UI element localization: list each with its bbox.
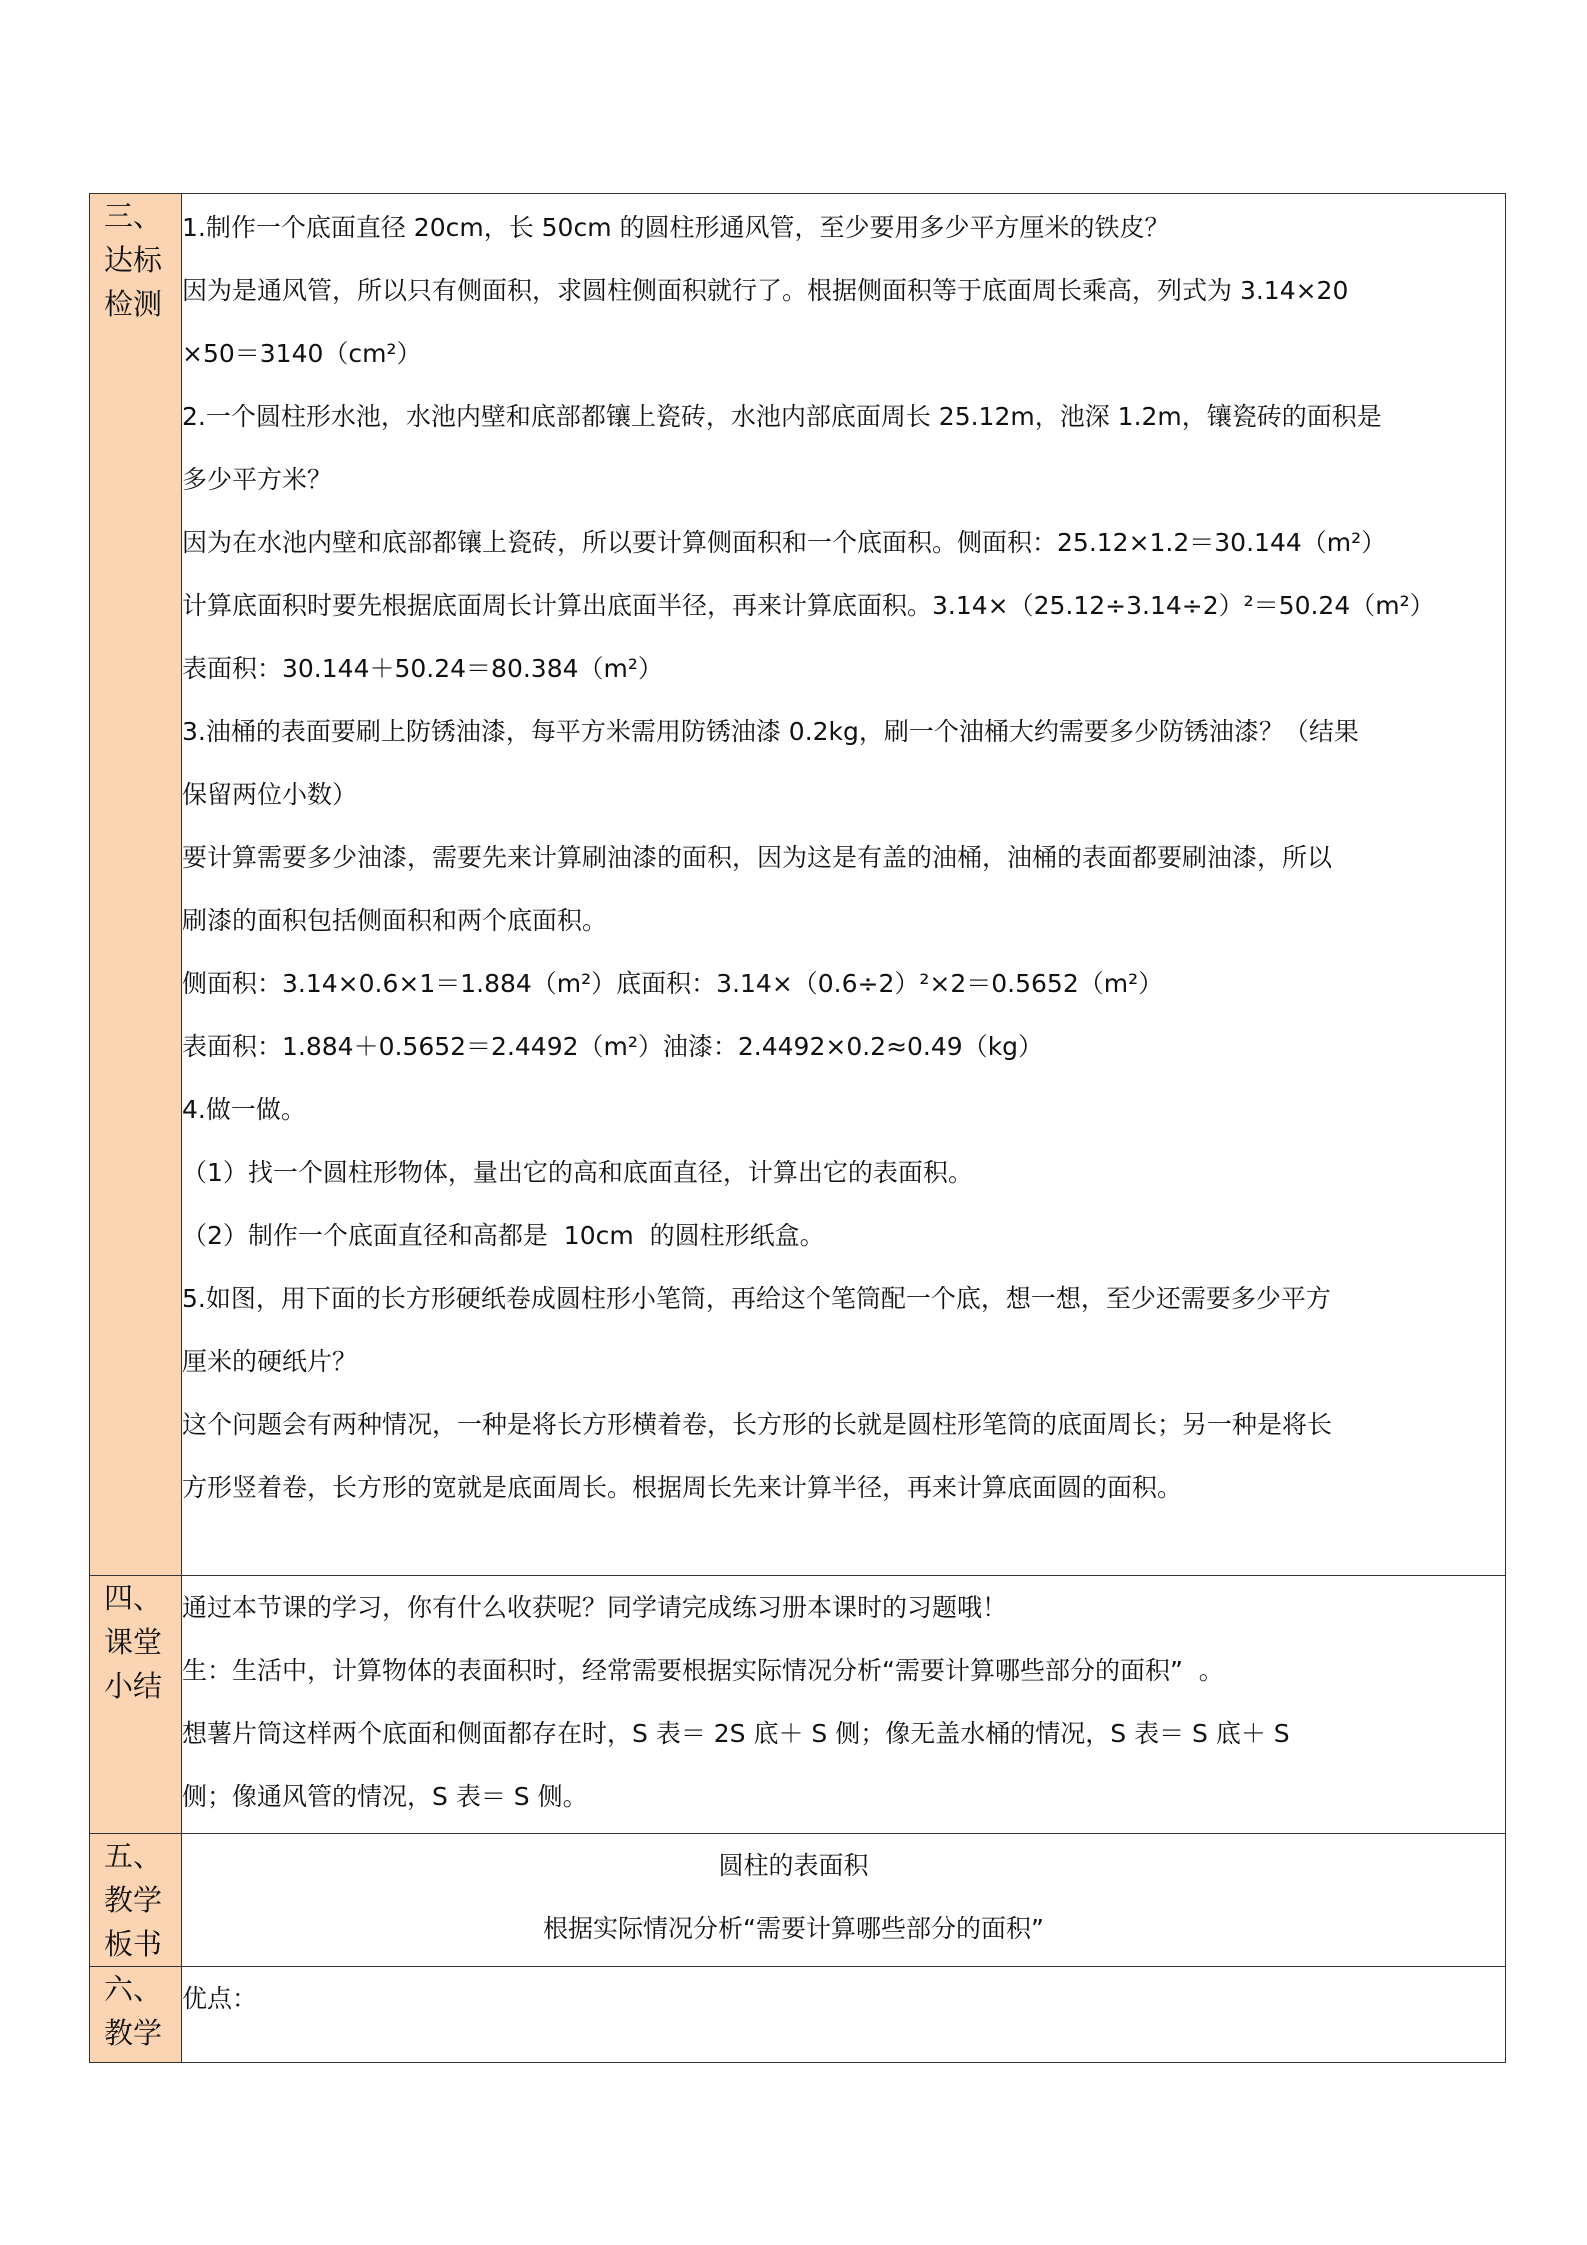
text-line: 5.如图，用下面的长方形硬纸卷成圆柱形小笔筒，再给这个笔筒配一个底，想一想，至少还需要多少平方 — [182, 1284, 1331, 1313]
text-line: 表面积：1.884＋0.5652＝2.4492（m²）油漆：2.4492×0.2≈0.49（kg） — [182, 1032, 1044, 1061]
section-row-dabiao-jiance — [90, 194, 1506, 1576]
section-label-cell — [90, 1967, 182, 2063]
text-line: 计算底面积时要先根据底面周长计算出底面半径，再来计算底面积。3.14×（25.12÷3.14÷2）²＝50.24（m²） — [182, 591, 1435, 620]
text-line: 多少平方米？ — [182, 465, 333, 494]
section-row-ketang-xiaojie — [90, 1576, 1506, 1834]
text-line: 1.制作一个底面直径 20cm，长 50cm 的圆柱形通风管，至少要用多少平方厘米的铁皮？ — [182, 213, 1170, 242]
section-label-cell — [90, 1834, 182, 1967]
section-label-cell — [90, 1576, 182, 1834]
text-line: 表面积：30.144＋50.24＝80.384（m²） — [182, 654, 663, 683]
text-line: 通过本节课的学习，你有什么收获呢？同学请完成练习册本课时的习题哦！ — [182, 1593, 1008, 1622]
section-label: 五、 教学 板书 — [104, 1839, 163, 1961]
text-line: 保留两位小数） — [182, 780, 358, 809]
text-line: 侧；像通风管的情况，S 表＝ S 侧。 — [182, 1782, 588, 1811]
lesson-plan-table — [89, 193, 1506, 2063]
text-line: 因为是通风管，所以只有侧面积，求圆柱侧面积就行了。根据侧面积等于底面周长乘高，列式为 3.14×20 — [182, 276, 1349, 305]
section-content — [182, 1967, 1506, 2063]
text-line: 3.油桶的表面要刷上防锈油漆，每平方米需用防锈油漆 0.2kg，刷一个油桶大约需要多少防锈油漆？（结果 — [182, 717, 1359, 746]
text-line: 优点： — [182, 1984, 258, 2013]
text-line: （2）制作一个底面直径和高都是 10cm 的圆柱形纸盒。 — [182, 1221, 825, 1250]
text-line: 4.做一做。 — [182, 1095, 306, 1124]
section-label: 四、 课堂 小结 — [104, 1581, 163, 1703]
board-subtitle: 根据实际情况分析“需要计算哪些部分的面积” — [543, 1914, 1044, 1943]
text-line: 要计算需要多少油漆，需要先来计算刷油漆的面积，因为这是有盖的油桶，油桶的表面都要刷油漆，所以 — [182, 843, 1333, 872]
text-line: 想薯片筒这样两个底面和侧面都存在时，S 表＝ 2S 底＋ S 侧；像无盖水桶的情况，S 表＝ S 底＋ S — [182, 1719, 1290, 1748]
text-line: 厘米的硬纸片？ — [182, 1347, 358, 1376]
text-line: 侧面积：3.14×0.6×1＝1.884（m²）底面积：3.14×（0.6÷2）²×2＝0.5652（m²） — [182, 969, 1164, 998]
section-label: 三、 达标 检测 — [104, 199, 163, 321]
text-line: 刷漆的面积包括侧面积和两个底面积。 — [182, 906, 608, 935]
text-line: ×50＝3140（cm²） — [182, 339, 422, 368]
section-content — [182, 1834, 1506, 1967]
text-line: 方形竖着卷，长方形的宽就是底面周长。根据周长先来计算半径，再来计算底面圆的面积。 — [182, 1473, 1183, 1502]
text-line: （1）找一个圆柱形物体，量出它的高和底面直径，计算出它的表面积。 — [182, 1158, 973, 1187]
board-title: 圆柱的表面积 — [718, 1851, 869, 1880]
section-row-jiaoxue-fansi — [90, 1967, 1506, 2063]
section-label-cell — [90, 194, 182, 1576]
text-line: 因为在水池内壁和底部都镶上瓷砖，所以要计算侧面积和一个底面积。侧面积：25.12×1.2＝30.144（m²） — [182, 528, 1387, 557]
section-row-jiaoxue-banshu — [90, 1834, 1506, 1967]
section-label: 六、 教学 — [104, 1972, 163, 2050]
text-line: 生：生活中，计算物体的表面积时，经常需要根据实际情况分析“需要计算哪些部分的面积” 。 — [182, 1656, 1224, 1685]
text-line: 这个问题会有两种情况，一种是将长方形横着卷，长方形的长就是圆柱形笔筒的底面周长；另一种是将长 — [182, 1410, 1333, 1439]
text-line: 2.一个圆柱形水池，水池内壁和底部都镶上瓷砖，水池内部底面周长 25.12m，池深 1.2m，镶瓷砖的面积是 — [182, 402, 1382, 431]
section-content — [182, 1576, 1506, 1834]
section-content — [182, 194, 1506, 1576]
